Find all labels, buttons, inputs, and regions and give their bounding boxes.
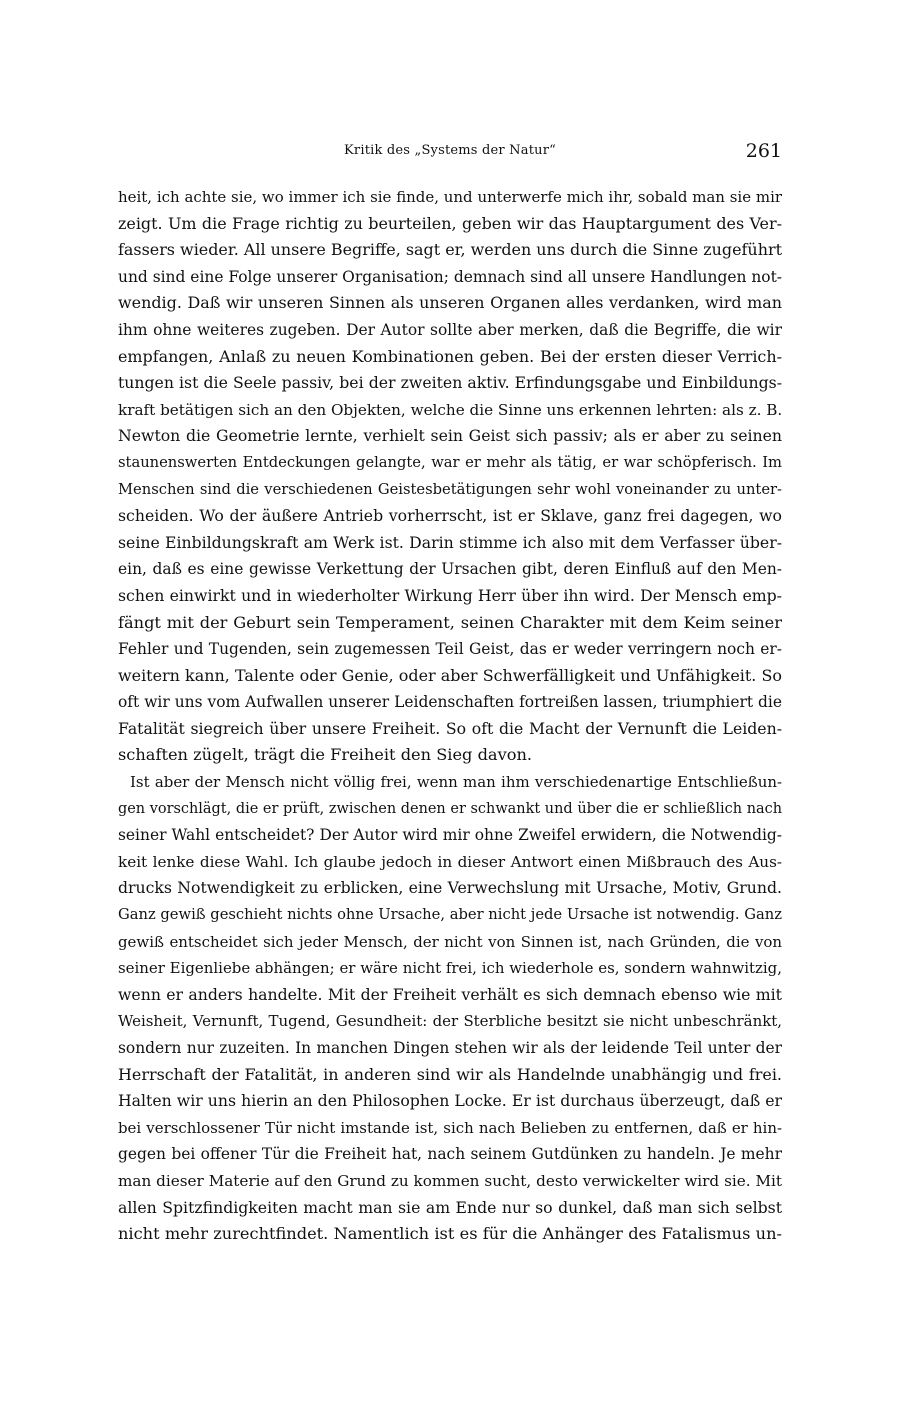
text-line-40: nicht mehr zurechtfindet. Namentlich ist es für die Anhänger des Fatalismus un- — [118, 1224, 782, 1244]
text-line-37: gegen bei offener Tür die Freiheit hat, nach seinem Gutdünken zu handeln. Je mehr — [118, 1145, 782, 1164]
body-text — [118, 184, 782, 1248]
text-line-4: und sind eine Folge unserer Organisation; demnach sind all unsere Handlungen not- — [118, 267, 782, 286]
text-line-33: sondern nur zuzeiten. In manchen Dingen stehen wir als der leidende Teil unter der — [118, 1039, 782, 1057]
text-line-2: zeigt. Um die Frage richtig zu beurteilen, geben wir das Hauptargument des Ver- — [118, 213, 782, 233]
running-head — [118, 140, 782, 164]
text-line-3: fassers wieder. All unsere Begriffe, sagt er, werden uns durch die Sinne zugeführt — [118, 240, 782, 260]
text-line-23: Ist aber der Mensch nicht völlig frei, wenn man ihm verschiedenartige Entschließun- — [130, 773, 782, 792]
text-line-32: Weisheit, Vernunft, Tugend, Gesundheit: der Sterbliche besitzt sie nicht unbeschränkt, — [118, 1012, 782, 1031]
text-line-31: wenn er anders handelte. Mit der Freiheit verhält es sich demnach ebenso wie mit — [118, 984, 782, 1004]
text-line-12: Menschen sind die verschiedenen Geistesbetätigungen sehr wohl voneinander zu unter- — [118, 480, 782, 498]
text-line-30: seiner Eigenliebe abhängen; er wäre nicht frei, ich wiederhole es, sondern wahnwitzig, — [118, 959, 782, 978]
text-line-17: fängt mit der Geburt sein Temperament, seinen Charakter mit dem Keim seiner — [118, 612, 782, 632]
text-line-39: allen Spitzfindigkeiten macht man sie am Ende nur so dunkel, daß man sich selbst — [118, 1197, 782, 1217]
text-line-16: schen einwirkt und in wiederholter Wirkung Herr über ihn wird. Der Mensch emp- — [118, 585, 782, 605]
page-number: 261 — [745, 140, 782, 162]
text-line-5: wendig. Daß wir unseren Sinnen als unseren Organen alles verdanken, wird man — [118, 293, 782, 313]
text-line-9: kraft betätigen sich an den Objekten, welche die Sinne uns erkennen lehrten: als z. B. — [118, 400, 782, 419]
text-line-34: Herrschaft der Fatalität, in anderen sind wir als Handelnde unabhängig und frei. — [118, 1064, 782, 1084]
text-line-27: drucks Notwendigkeit zu erblicken, eine Verwechslung mit Ursache, Motiv, Grund. — [118, 878, 782, 898]
text-line-14: seine Einbildungskraft am Werk ist. Darin stimme ich also mit dem Verfasser über- — [118, 532, 782, 552]
running-title: Kritik des „Systems der Natur“ — [344, 143, 556, 158]
text-line-18: Fehler und Tugenden, sein zugemessen Teil Geist, das er weder verringern noch er- — [118, 640, 782, 659]
text-line-15: ein, daß es eine gewisse Verkettung der Ursachen gibt, deren Einfluß auf den Men- — [118, 560, 782, 579]
text-line-10: Newton die Geometrie lernte, verhielt sein Geist sich passiv; als er aber zu seinen — [118, 426, 782, 446]
text-line-11: staunenswerten Entdeckungen gelangte, war er mehr als tätig, er war schöpferisch. Im — [118, 453, 782, 471]
text-line-22: schaften zügelt, trägt die Freiheit den Sieg davon. — [118, 745, 533, 765]
text-line-7: empfangen, Anlaß zu neuen Kombinationen geben. Bei der ersten dieser Verrich- — [118, 346, 782, 366]
text-line-35: Halten wir uns hierin an den Philosophen Locke. Er ist durchaus überzeugt, daß er — [118, 1091, 782, 1111]
text-line-38: man dieser Materie auf den Grund zu kommen sucht, desto verwickelter wird sie. Mit — [118, 1171, 782, 1190]
text-line-24: gen vorschlägt, die er prüft, zwischen denen er schwankt und über die er schließlich nach — [118, 800, 782, 817]
text-line-36: bei verschlossener Tür nicht imstande ist, sich nach Belieben zu entfernen, daß er hin- — [118, 1118, 782, 1137]
text-line-19: weitern kann, Talente oder Genie, oder aber Schwerfälligkeit und Unfähigkeit. So — [118, 665, 782, 685]
text-line-13: scheiden. Wo der äußere Antrieb vorherrscht, ist er Sklave, ganz frei dagegen, wo — [118, 506, 782, 526]
text-line-6: ihm ohne weiteres zugeben. Der Autor sollte aber merken, daß die Begriffe, die wir — [118, 320, 782, 339]
text-line-28: Ganz gewiß geschieht nichts ohne Ursache, aber nicht jede Ursache ist notwendig. Ganz — [118, 906, 782, 924]
text-line-1: heit, ich achte sie, wo immer ich sie finde, und unterwerfe mich ihr, sobald man sie mir — [118, 188, 782, 206]
text-line-8: tungen ist die Seele passiv, bei der zweiten aktiv. Erfindungsgabe und Einbildungs- — [118, 373, 782, 393]
text-line-29: gewiß entscheidet sich jeder Mensch, der nicht von Sinnen ist, nach Gründen, die von — [118, 932, 782, 951]
text-line-20: oft wir uns vom Aufwallen unserer Leidenschaften fortreißen lassen, triumphiert die — [118, 693, 782, 712]
text-line-25: seiner Wahl entscheidet? Der Autor wird mir ohne Zweifel erwidern, die Notwendig- — [118, 826, 782, 845]
text-line-21: Fatalität siegreich über unsere Freiheit. So oft die Macht der Vernunft die Leiden- — [118, 718, 782, 738]
text-line-26: keit lenke diese Wahl. Ich glaube jedoch in dieser Antwort einen Mißbrauch des Aus- — [118, 852, 782, 871]
